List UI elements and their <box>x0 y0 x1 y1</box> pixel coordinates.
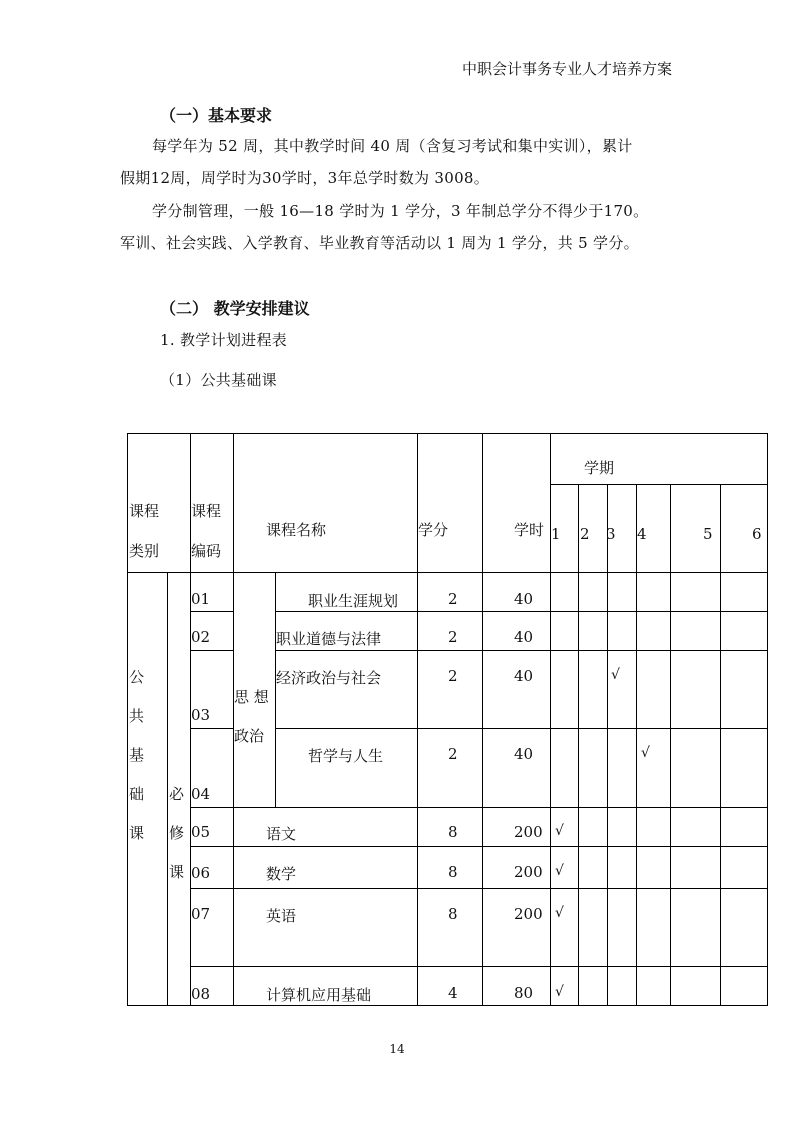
semester-check: √ <box>555 863 564 879</box>
subheading-plan-table: 1. 教学计划进程表 <box>160 331 288 349</box>
header-semester-number: 5 <box>703 525 713 543</box>
course-code: 04 <box>191 785 211 803</box>
course-code: 02 <box>191 628 211 646</box>
course-name: 职业道德与法律 <box>276 630 382 648</box>
page-header: 中职会计事务专业人才培养方案 <box>461 60 672 78</box>
course-hours: 80 <box>514 984 534 1002</box>
course-name: 数学 <box>266 865 297 883</box>
header-semester-number: 2 <box>580 525 590 543</box>
header-course-name: 课程名称 <box>266 521 327 539</box>
course-credit: 8 <box>448 823 458 841</box>
course-credit: 2 <box>448 745 458 763</box>
page-number: 14 <box>389 1042 405 1056</box>
paragraph-line: 军训、社会实践、入学教育、毕业教育等活动以 1 周为 1 学分，共 5 学分。 <box>120 234 639 252</box>
course-credit: 8 <box>448 905 458 923</box>
group-label-politics: 思 想 <box>234 688 269 706</box>
course-credit: 2 <box>448 667 458 685</box>
header-semester-number: 4 <box>637 525 647 543</box>
required-char: 必 <box>169 785 185 803</box>
paragraph-line: 每学年为 52 周，其中教学时间 40 周（含复习考试和集中实训），累计 <box>152 137 633 155</box>
course-credit: 8 <box>448 863 458 881</box>
group-label-politics: 政治 <box>234 727 265 745</box>
course-hours: 200 <box>514 823 543 841</box>
category-char: 公 <box>129 668 145 686</box>
course-credit: 4 <box>448 984 458 1002</box>
course-name: 职业生涯规划 <box>308 592 399 610</box>
course-credit: 2 <box>448 628 458 646</box>
header-category: 课程 <box>129 502 160 520</box>
section-heading-basic-requirements: （一）基本要求 <box>160 106 273 125</box>
category-char: 共 <box>129 707 145 725</box>
category-char: 基 <box>129 746 145 764</box>
category-char: 础 <box>129 785 145 803</box>
course-code: 06 <box>191 864 211 882</box>
course-name: 经济政治与社会 <box>276 669 382 687</box>
header-category: 类别 <box>129 542 160 560</box>
header-code: 课程 <box>191 502 222 520</box>
semester-check: √ <box>555 823 564 839</box>
course-name: 哲学与人生 <box>308 747 384 765</box>
header-credit: 学分 <box>418 521 449 539</box>
section-heading-teaching-plan: （二） 教学安排建议 <box>160 299 310 318</box>
course-credit: 2 <box>448 590 458 608</box>
course-code: 01 <box>191 590 211 608</box>
course-hours: 40 <box>514 667 534 685</box>
semester-check: √ <box>555 984 564 1000</box>
paragraph-line: 假期12周，周学时为30学时，3年总学时数为 3008。 <box>120 169 490 187</box>
course-code: 05 <box>191 823 211 841</box>
course-hours: 40 <box>514 628 534 646</box>
header-hours: 学时 <box>514 521 545 539</box>
course-hours: 200 <box>514 863 543 881</box>
course-hours: 200 <box>514 905 543 923</box>
course-code: 08 <box>191 985 211 1003</box>
subheading-public-courses: （1）公共基础课 <box>160 371 277 389</box>
semester-check: √ <box>555 905 564 921</box>
course-code: 03 <box>191 706 211 724</box>
header-semester-number: 3 <box>606 525 616 543</box>
header-code: 编码 <box>191 542 222 560</box>
course-name: 计算机应用基础 <box>266 986 372 1004</box>
course-hours: 40 <box>514 590 534 608</box>
paragraph-line: 学分制管理，一般 16—18 学时为 1 学分，3 年制总学分不得少于170。 <box>152 202 649 220</box>
course-code: 07 <box>191 905 211 923</box>
course-hours: 40 <box>514 745 534 763</box>
header-semester-number: 6 <box>752 525 762 543</box>
header-semester: 学期 <box>584 459 615 477</box>
semester-check: √ <box>641 745 650 761</box>
required-char: 修 <box>169 824 185 842</box>
course-name: 语文 <box>266 825 297 843</box>
category-char: 课 <box>129 824 145 842</box>
header-semester-number: 1 <box>551 525 561 543</box>
semester-check: √ <box>611 667 620 683</box>
course-name: 英语 <box>266 907 297 925</box>
required-char: 课 <box>169 863 185 881</box>
